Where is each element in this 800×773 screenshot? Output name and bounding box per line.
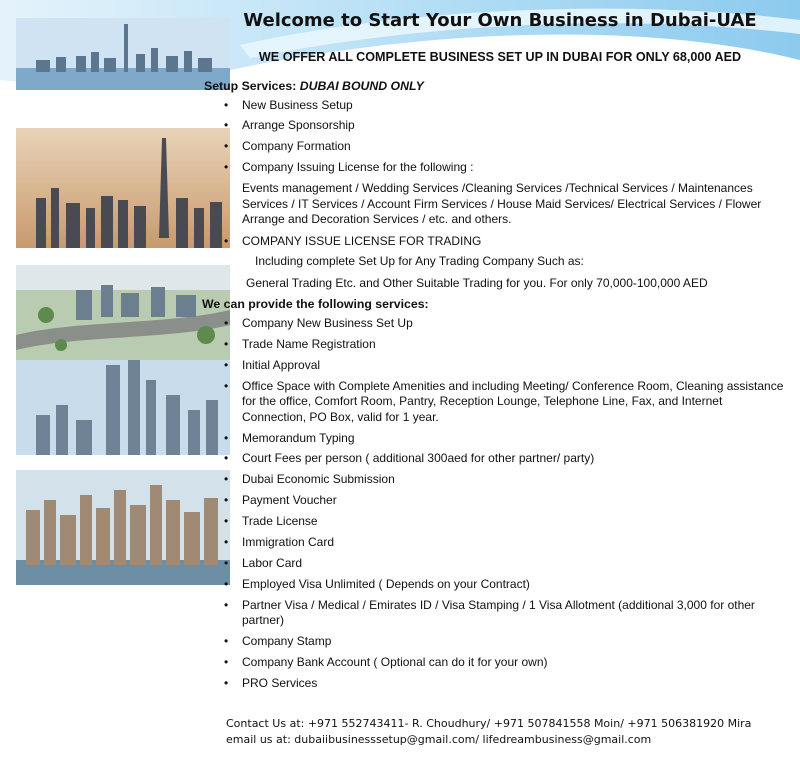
setup-services-heading: Setup Services: DUBAI BOUND ONLY: [204, 79, 424, 93]
list-item: • Payment Voucher: [204, 493, 784, 509]
main-content: [204, 79, 784, 697]
list-item: • Trade License: [204, 514, 784, 530]
services-heading: We can provide the following services:: [202, 297, 429, 312]
services-list: [204, 316, 784, 691]
list-item: • Company Formation: [204, 139, 784, 155]
list-item: • Initial Approval: [204, 358, 784, 374]
list-item: • Company New Business Set Up: [204, 316, 784, 332]
license-detail: Events management / Wedding Services /Cleaning Services /Technical Services / Maintenances Services / IT Services / Account Firm Services / House Maid Services/ Electrical Services / Flower Arrange and Decoration Services / etc. and others.: [242, 181, 762, 227]
contact-email: email us at: dubaiibusinesssetup@gmail.com/ lifedreambusiness@gmail.com: [226, 733, 652, 746]
towers-photo: [16, 360, 230, 455]
list-item: • COMPANY ISSUE LICENSE FOR TRADING: [204, 234, 784, 250]
list-item: • Company Issuing License for the following :: [204, 160, 784, 176]
list-item: • Arrange Sponsorship: [204, 118, 784, 134]
list-item: • Company Stamp: [204, 634, 784, 650]
list-item: • Partner Visa / Medical / Emirates ID / Visa Stamping / 1 Visa Allotment (additional 3,000 for other partner): [204, 598, 784, 629]
list-item: • Trade Name Registration: [204, 337, 784, 353]
contact-phones: Contact Us at: +971 552743411- R. Choudhury/ +971 507841558 Moin/ +971 506381920 Mira: [226, 717, 752, 730]
list-item: • Memorandum Typing: [204, 431, 784, 447]
trading-line-2: General Trading Etc. and Other Suitable Trading for you. For only 70,000-100,000 AED: [246, 275, 708, 290]
list-item: • New Business Setup: [204, 98, 784, 114]
list-item: • PRO Services: [204, 676, 784, 692]
list-item: • Company Bank Account ( Optional can do it for your own): [204, 655, 784, 671]
list-item: • Office Space with Complete Amenities and including Meeting/ Conference Room, Cleaning assistance for the office, Comfort Room, Pantry, Reception Lounge, Telephone Line, Fax, and Internet Connection, PO Box, valid for 1 year.: [204, 379, 784, 426]
aerial-city-photo: [16, 265, 230, 360]
trading-list: [204, 234, 784, 250]
setup-list: [204, 98, 784, 176]
list-item: • Employed Visa Unlimited ( Depends on your Contract): [204, 577, 784, 593]
trading-line-1: Including complete Set Up for Any Trading Company Such as:: [255, 254, 584, 269]
list-item: • Immigration Card: [204, 535, 784, 551]
marina-photo: [16, 470, 230, 585]
page-title: Welcome to Start Your Own Business in Dubai-UAE: [243, 10, 757, 31]
list-item: • Court Fees per person ( additional 300aed for other partner/ party): [204, 451, 784, 467]
list-item: • Dubai Economic Submission: [204, 472, 784, 488]
list-item: • Labor Card: [204, 556, 784, 572]
skyline-photo-2: [16, 128, 230, 248]
contact-block: [226, 716, 751, 748]
offer-banner: WE OFFER ALL COMPLETE BUSINESS SET UP IN DUBAI FOR ONLY 68,000 AED: [258, 50, 742, 64]
setup-label: Setup Services: [204, 79, 293, 93]
setup-tag: DUBAI BOUND ONLY: [299, 79, 424, 93]
